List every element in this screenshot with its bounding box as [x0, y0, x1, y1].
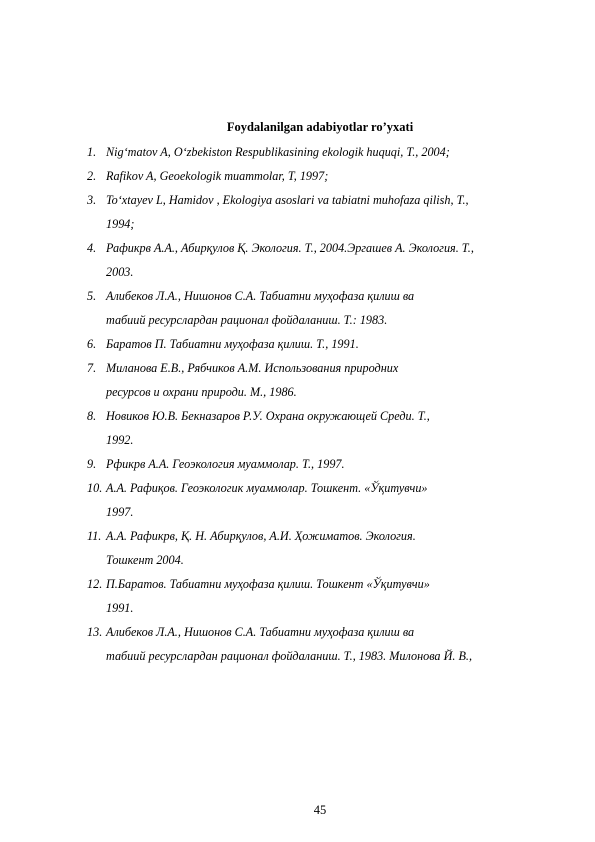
reference-number: 10. [87, 481, 103, 495]
reference-line: 1991. [106, 601, 134, 615]
reference-text [106, 140, 537, 164]
reference-item [87, 476, 537, 524]
reference-line: Rafikov A, Geoekologik muammolar, T, 1997; [106, 169, 329, 183]
reference-number: 2. [87, 169, 97, 183]
reference-line: Алибеков Л.А., Нишонов С.А. Табиатни муҳофаза қилиш ва [106, 289, 415, 303]
reference-line: табиий ресурслардан рационал фойдаланиш. Т., 1983. Милонова Й. В., [106, 649, 473, 663]
reference-line: Рафикрв А.А., Абирқулов Қ. Экология. Т., 2004.Эргашев А. Экология. Т., [106, 241, 474, 255]
reference-line: табиий ресурслардан рационал фойдаланиш. Т.: 1983. [106, 313, 388, 327]
reference-text [106, 188, 537, 236]
reference-line: Новиков Ю.В. Бекназаров Р.У. Охрана окружающей Среди. Т., [106, 409, 430, 423]
reference-item [87, 524, 537, 572]
reference-item [87, 140, 537, 164]
page-number: 45 [313, 803, 327, 817]
reference-line: To‘xtayev L, Hamidov , Ekologiya asoslari va tabiatni muhofaza qilish, T., [106, 193, 469, 207]
reference-text [106, 452, 537, 476]
reference-line: Рфикрв А.А. Геоэкология муаммолар. Т., 1997. [106, 457, 345, 471]
reference-number: 5. [87, 289, 97, 303]
reference-line: ресурсов и охрани природи. М., 1986. [106, 385, 297, 399]
reference-number: 4. [87, 241, 97, 255]
reference-item [87, 620, 537, 668]
reference-line: 1997. [106, 505, 134, 519]
reference-text [106, 236, 537, 284]
reference-item [87, 404, 537, 452]
reference-number: 7. [87, 361, 97, 375]
reference-line: П.Баратов. Табиатни муҳофаза қилиш. Тошкент «Ўқитувчи» [106, 577, 430, 591]
reference-line: 2003. [106, 265, 134, 279]
reference-number: 3. [87, 193, 97, 207]
reference-text [106, 404, 537, 452]
reference-item [87, 452, 537, 476]
references-title: Foydalanilgan adabiyotlar ro’yxati [226, 120, 414, 134]
reference-text [106, 356, 537, 404]
reference-text [106, 572, 537, 620]
reference-line: 1992. [106, 433, 134, 447]
reference-item [87, 188, 537, 236]
reference-text [106, 164, 537, 188]
reference-text [106, 284, 537, 332]
reference-number: 6. [87, 337, 97, 351]
reference-item [87, 236, 537, 284]
reference-item [87, 164, 537, 188]
reference-number: 1. [87, 145, 97, 159]
reference-item [87, 284, 537, 332]
reference-line: А.А. Рафикрв, Қ. Н. Абирқулов, А.И. Ҳожиматов. Экология. [106, 529, 416, 543]
reference-text [106, 476, 537, 524]
reference-line: Баратов П. Табиатни муҳофаза қилиш. Т., 1991. [106, 337, 359, 351]
reference-item [87, 572, 537, 620]
reference-line: А.А. Рафиқов. Геоэкологик муаммолар. Тошкент. «Ўқитувчи» [106, 481, 428, 495]
reference-line: Nig‘matov A, O‘zbekiston Respublikasining ekologik huquqi, T., 2004; [106, 145, 450, 159]
reference-list [87, 140, 537, 668]
reference-line: Миланова Е.В., Рябчиков А.М. Использования природних [106, 361, 399, 375]
reference-text [106, 332, 537, 356]
reference-text [106, 524, 537, 572]
reference-number: 12. [87, 577, 103, 591]
reference-text [106, 620, 537, 668]
reference-item [87, 356, 537, 404]
reference-number: 13. [87, 625, 103, 639]
reference-line: Алибеков Л.А., Нишонов С.А. Табиатни муҳофаза қилиш ва [106, 625, 415, 639]
reference-line: 1994; [106, 217, 135, 231]
reference-number: 8. [87, 409, 97, 423]
reference-number: 9. [87, 457, 97, 471]
reference-number: 11. [87, 529, 102, 543]
reference-item [87, 332, 537, 356]
reference-line: Тошкент 2004. [106, 553, 184, 567]
